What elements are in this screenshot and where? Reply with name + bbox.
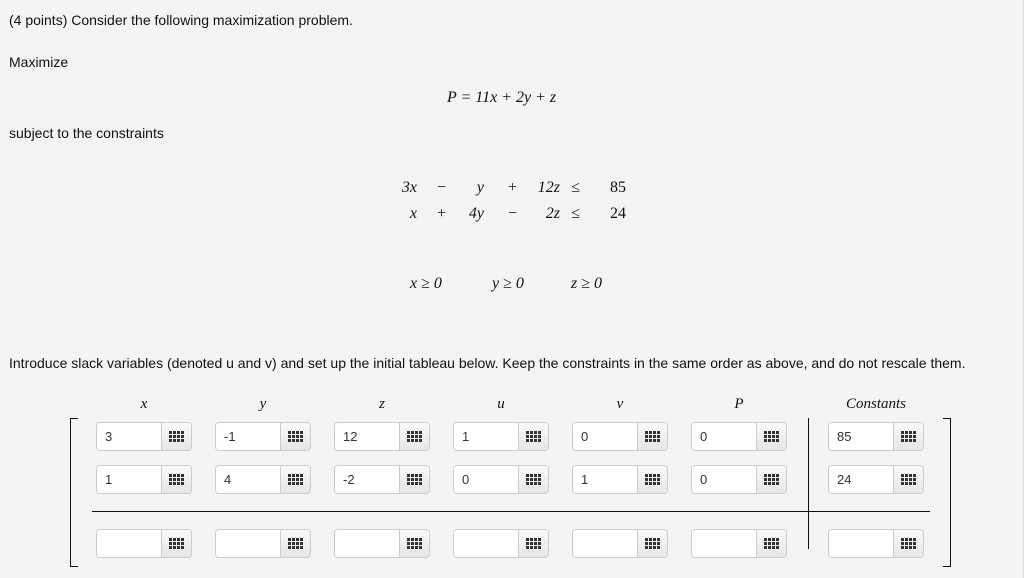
tableau-cell xyxy=(215,422,311,451)
tableau-input[interactable] xyxy=(335,423,399,450)
keypad-button[interactable] xyxy=(280,530,310,557)
constraint-term: ≤ xyxy=(571,179,580,196)
keypad-icon xyxy=(526,538,541,549)
left-bracket xyxy=(70,418,78,567)
tableau-cell xyxy=(334,422,430,451)
tableau-input[interactable] xyxy=(692,466,756,493)
keypad-button[interactable] xyxy=(637,423,667,450)
tableau-input[interactable] xyxy=(216,530,280,557)
keypad-button[interactable] xyxy=(756,423,786,450)
keypad-button[interactable] xyxy=(893,423,923,450)
keypad-icon xyxy=(901,431,916,442)
tableau-input[interactable] xyxy=(97,530,161,557)
keypad-icon xyxy=(169,431,184,442)
keypad-icon xyxy=(288,538,303,549)
tableau-cell xyxy=(828,422,924,451)
column-header-y: y xyxy=(259,396,267,412)
keypad-icon xyxy=(645,431,660,442)
tableau-cell xyxy=(453,529,549,558)
tableau-cell xyxy=(572,422,668,451)
tableau-input[interactable] xyxy=(692,423,756,450)
tableau-cell xyxy=(691,529,787,558)
keypad-icon xyxy=(901,538,916,549)
keypad-button[interactable] xyxy=(637,530,667,557)
keypad-icon xyxy=(901,474,916,485)
constraint-term: 2z xyxy=(545,205,560,222)
tableau-cell xyxy=(215,465,311,494)
constraint-term: x xyxy=(409,205,417,222)
keypad-icon xyxy=(169,538,184,549)
constraint-term: − xyxy=(507,205,517,222)
keypad-icon xyxy=(288,431,303,442)
tableau-input[interactable] xyxy=(454,466,518,493)
tableau-cell xyxy=(215,529,311,558)
keypad-button[interactable] xyxy=(161,466,191,493)
keypad-icon xyxy=(645,538,660,549)
keypad-button[interactable] xyxy=(399,466,429,493)
keypad-icon xyxy=(526,474,541,485)
tableau-input[interactable] xyxy=(97,466,161,493)
tableau-input[interactable] xyxy=(573,466,637,493)
column-header-constants: Constants xyxy=(845,396,906,412)
nonnegativity-constraint: x ≥ 0 xyxy=(410,275,442,292)
tableau-cell xyxy=(453,465,549,494)
column-header-x: x xyxy=(140,396,148,412)
constraint-term: 24 xyxy=(610,205,626,222)
tableau-cell xyxy=(572,465,668,494)
constraint-term: − xyxy=(436,179,446,196)
keypad-icon xyxy=(764,538,779,549)
column-header-u: u xyxy=(497,396,505,412)
keypad-icon xyxy=(288,474,303,485)
keypad-icon xyxy=(407,474,422,485)
keypad-icon xyxy=(169,474,184,485)
tableau-cell xyxy=(96,422,192,451)
tableau-input[interactable] xyxy=(692,530,756,557)
constants-divider xyxy=(808,418,809,549)
question-intro: (4 points) Consider the following maximization problem. xyxy=(9,12,353,28)
keypad-button[interactable] xyxy=(893,530,923,557)
keypad-button[interactable] xyxy=(280,423,310,450)
tableau-cell xyxy=(572,529,668,558)
tableau-input[interactable] xyxy=(829,466,893,493)
keypad-icon xyxy=(407,431,422,442)
constraint-term: + xyxy=(507,179,517,196)
tableau-input[interactable] xyxy=(216,466,280,493)
keypad-icon xyxy=(764,431,779,442)
tableau-input[interactable] xyxy=(573,423,637,450)
constraint-term: 3x xyxy=(401,179,417,196)
tableau-input[interactable] xyxy=(454,423,518,450)
constraint-term: + xyxy=(436,205,446,222)
tableau-cell xyxy=(334,529,430,558)
keypad-button[interactable] xyxy=(161,530,191,557)
tableau-cell xyxy=(96,465,192,494)
instructions: Introduce slack variables (denoted u and v) and set up the initial tableau below. Keep the constraints in the same order as above, and do not rescale them. xyxy=(9,355,966,371)
tableau-cell xyxy=(334,465,430,494)
tableau-input[interactable] xyxy=(829,530,893,557)
column-header-v: v xyxy=(616,396,624,412)
keypad-button[interactable] xyxy=(518,530,548,557)
keypad-icon xyxy=(645,474,660,485)
subject-label: subject to the constraints xyxy=(9,125,164,141)
keypad-button[interactable] xyxy=(637,466,667,493)
keypad-button[interactable] xyxy=(756,466,786,493)
tableau-cell xyxy=(691,465,787,494)
nonnegativity-constraint: z ≥ 0 xyxy=(571,275,603,292)
nonnegativity-constraint: y ≥ 0 xyxy=(492,275,524,292)
tableau-input[interactable] xyxy=(573,530,637,557)
tableau-cell xyxy=(828,529,924,558)
right-bracket xyxy=(943,418,951,567)
tableau-input[interactable] xyxy=(216,423,280,450)
tableau-input[interactable] xyxy=(829,423,893,450)
tableau-input[interactable] xyxy=(97,423,161,450)
keypad-button[interactable] xyxy=(161,423,191,450)
tableau-cell xyxy=(96,529,192,558)
tableau-input[interactable] xyxy=(335,530,399,557)
objective-row-divider xyxy=(92,511,930,512)
keypad-button[interactable] xyxy=(893,466,923,493)
constraint-term: 85 xyxy=(610,179,626,196)
constraint-term: 12z xyxy=(537,179,560,196)
maximize-label: Maximize xyxy=(9,54,69,70)
objective-function: P = 11x + 2y + z xyxy=(447,89,557,106)
column-header-z: z xyxy=(379,396,385,412)
keypad-icon xyxy=(764,474,779,485)
keypad-button[interactable] xyxy=(280,466,310,493)
column-header-p: P xyxy=(734,396,744,412)
tableau-input[interactable] xyxy=(454,530,518,557)
keypad-icon xyxy=(526,431,541,442)
tableau-cell xyxy=(691,422,787,451)
keypad-button[interactable] xyxy=(756,530,786,557)
keypad-button[interactable] xyxy=(518,466,548,493)
keypad-button[interactable] xyxy=(399,530,429,557)
tableau-cell xyxy=(828,465,924,494)
keypad-button[interactable] xyxy=(518,423,548,450)
tableau-input[interactable] xyxy=(335,466,399,493)
constraint-term: ≤ xyxy=(571,205,580,222)
keypad-button[interactable] xyxy=(399,423,429,450)
keypad-icon xyxy=(407,538,422,549)
tableau-cell xyxy=(453,422,549,451)
constraint-term: y xyxy=(476,179,484,196)
constraint-term: 4y xyxy=(468,205,484,222)
